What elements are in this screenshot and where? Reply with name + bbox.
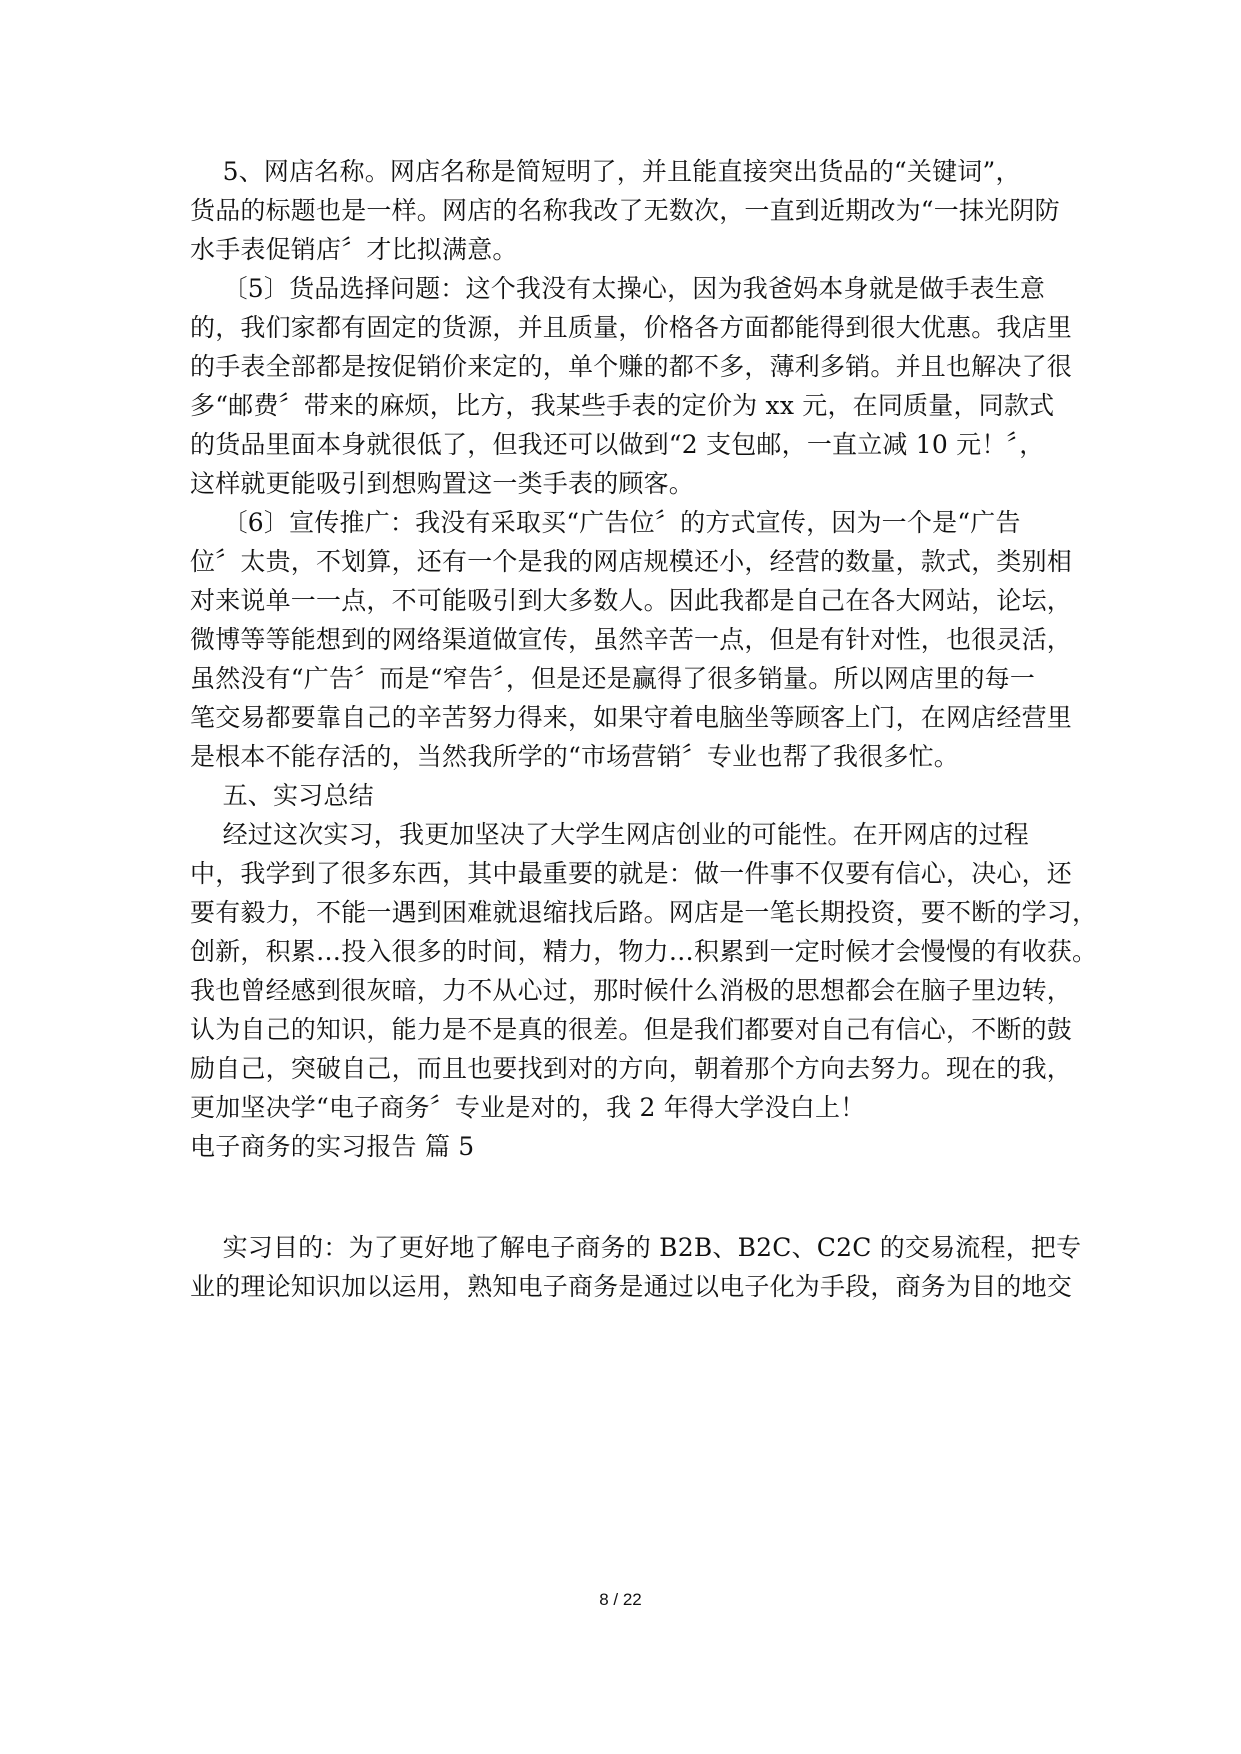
text-line: 我也曾经感到很灰暗，力不从心过，那时候什么消极的思想都会在脑子里边转， <box>190 976 1073 1005</box>
text-line: 经过这次实习，我更加坚决了大学生网店创业的可能性。在开网店的过程 <box>190 820 1029 849</box>
page-number: 8 / 22 <box>599 1590 642 1609</box>
text-line: 〔6〕宣传推广：我没有采取买“广告位〞的方式宣传，因为一个是“广告 <box>190 508 1021 537</box>
text-line: 多“邮费〞带来的麻烦，比方，我某些手表的定价为 xx 元，在同质量，同款式 <box>190 391 1055 420</box>
text-line: 的，我们家都有固定的货源，并且质量，价格各方面都能得到很大优惠。我店里 <box>190 313 1073 342</box>
text-line: 货品的标题也是一样。网店的名称我改了无数次，一直到近期改为“一抹光阴防 <box>190 196 1060 225</box>
text-line: 要有毅力，不能一遇到困难就退缩找后路。网店是一笔长期投资，要不断的学习， <box>190 898 1098 927</box>
text-line: 励自己，突破自己，而且也要找到对的方向，朝着那个方向去努力。现在的我， <box>190 1054 1073 1083</box>
text-line: 这样就更能吸引到想购置这一类手表的顾客。 <box>190 469 695 498</box>
blank-gap <box>190 1166 1060 1228</box>
text-line: 〔5〕货品选择问题：这个我没有太操心，因为我爸妈本身就是做手表生意 <box>190 274 1046 303</box>
text-line: 水手表促销店〞才比拟满意。 <box>190 235 518 264</box>
text-line: 5、网店名称。网店名称是简短明了，并且能直接突出货品的“关键词”， <box>190 157 1021 186</box>
text-line: 笔交易都要靠自己的辛苦努力得来，如果守着电脑坐等顾客上门，在网店经营里 <box>190 703 1073 732</box>
text-line: 更加坚决学“电子商务〞专业是对的，我 2 年得大学没白上！ <box>190 1093 866 1122</box>
text-line: 微博等等能想到的网络渠道做宣传，虽然辛苦一点，但是有针对性，也很灵活， <box>190 625 1073 654</box>
article-title: 电子商务的实习报告 篇 5 <box>190 1132 475 1161</box>
section-heading: 五、实习总结 <box>190 781 374 810</box>
text-line: 对来说单一一点，不可能吸引到大多数人。因此我都是自己在各大网站，论坛， <box>190 586 1073 615</box>
text-line: 业的理论知识加以运用，熟知电子商务是通过以电子化为手段，商务为目的地交 <box>190 1272 1073 1301</box>
text-line: 创新，积累…投入很多的时间，精力，物力…积累到一定时候才会慢慢的有收获。 <box>190 937 1098 966</box>
text-line: 中，我学到了很多东西，其中最重要的就是：做一件事不仅要有信心，决心，还 <box>190 859 1073 888</box>
text-line: 位〞太贵，不划算，还有一个是我的网店规模还小，经营的数量，款式，类别相 <box>190 547 1073 576</box>
text-line: 认为自己的知识，能力是不是真的很差。但是我们都要对自己有信心，不断的鼓 <box>190 1015 1073 1044</box>
text-line: 的货品里面本身就很低了，但我还可以做到“2 支包邮，一直立减 10 元！〞， <box>190 430 1045 459</box>
document-body <box>190 152 1098 1306</box>
text-line: 实习目的：为了更好地了解电子商务的 B2B、B2C、C2C 的交易流程，把专 <box>190 1233 1082 1262</box>
text-line: 是根本不能存活的，当然我所学的“市场营销〞专业也帮了我很多忙。 <box>190 742 959 771</box>
text-line: 的手表全部都是按促销价来定的，单个赚的都不多，薄利多销。并且也解决了很 <box>190 352 1073 381</box>
text-line: 虽然没有“广告〞而是“窄告〞，但是还是赢得了很多销量。所以网店里的每一 <box>190 664 1036 693</box>
